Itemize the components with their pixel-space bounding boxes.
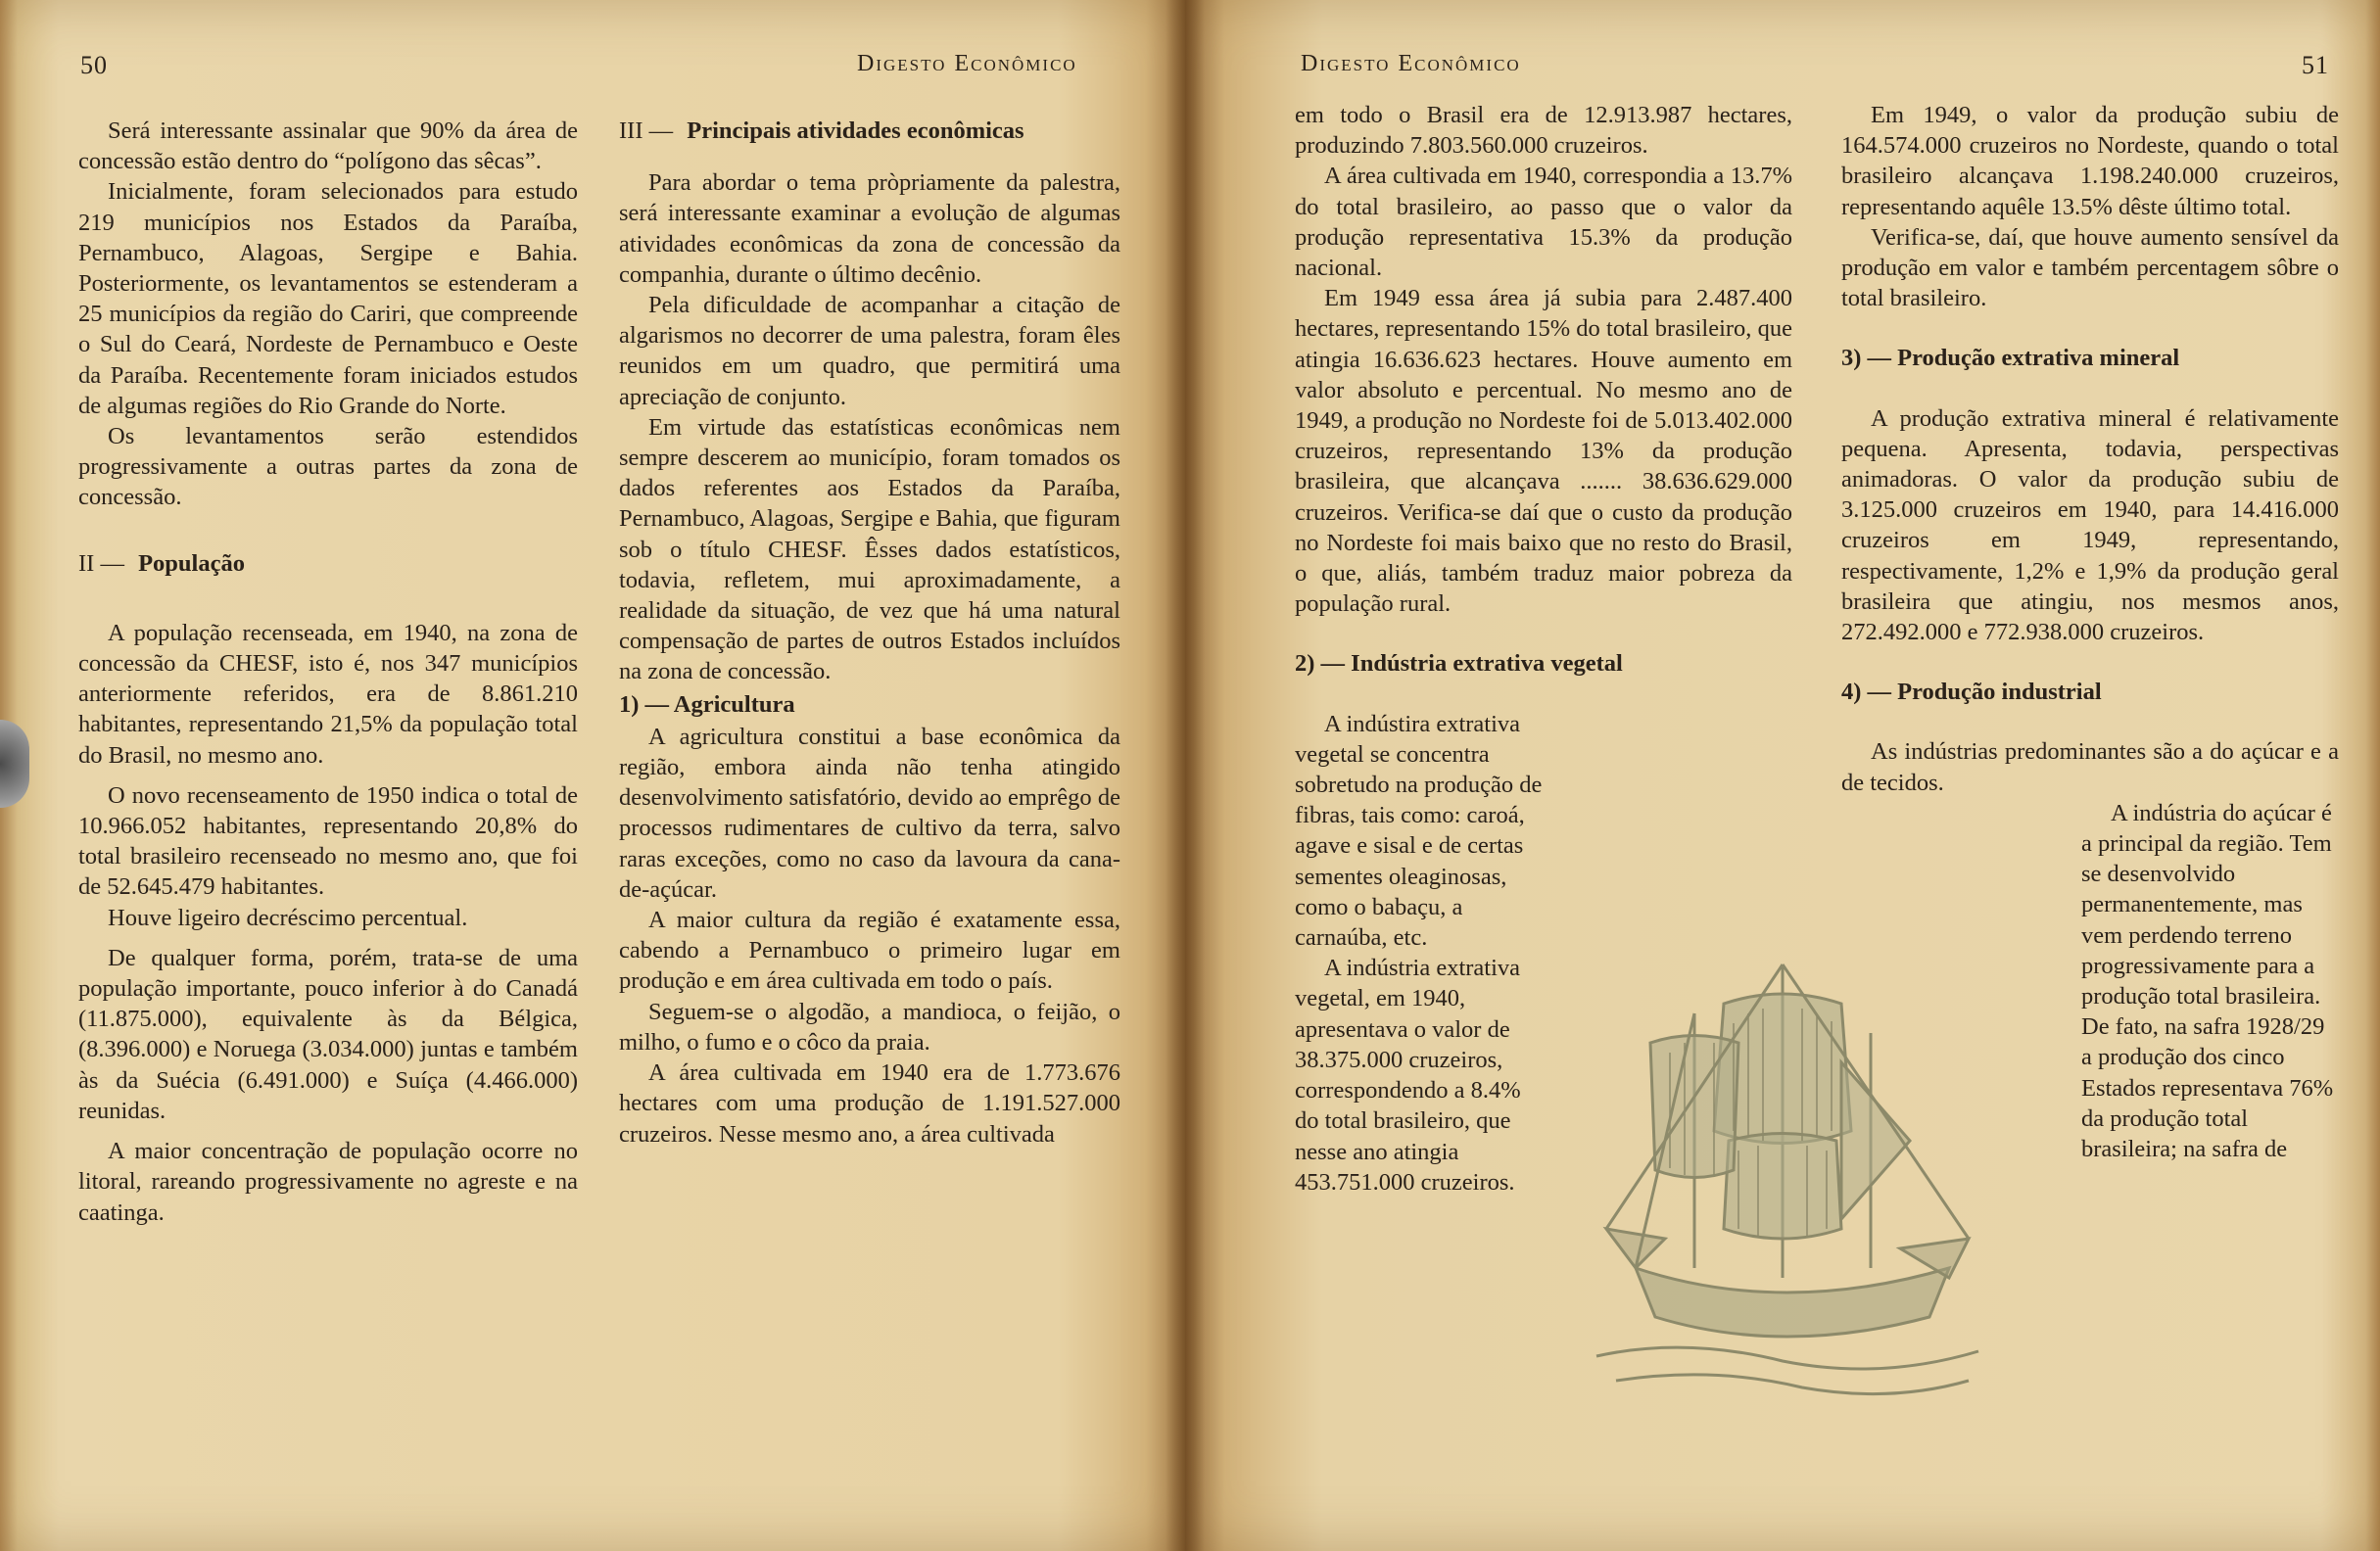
paragraph: A maior cultura da região é exatamente essa, cabendo a Pernambuco o primeiro lugar em produção e em área cultivada em todo o país.: [619, 907, 1120, 995]
subsection-heading: 3) — Produção extrativa mineral: [1841, 345, 2180, 372]
paragraph: Inicialmente, foram selecionados para estudo 219 municípios nos Estados da Paraíba, Pernambuco, Alagoas, Sergipe e Bahia. Posteriormente, os levantamentos se estenderam a 25 municípios da região do Cariri, que compreende o Sul do Ceará, Nordeste de Pernambuco e Oeste da Paraíba. Recentemente foram iniciados estudos de algumas regiões do Rio Grande do Norte.: [78, 178, 578, 419]
paragraph: A indústira extrativa vegetal se concentra sobretudo na produção de fibras, tais como: caroá, agave e sisal e de certas sementes oleaginosas, como o babaçu, a carnaúba, etc.: [1295, 710, 1543, 952]
paragraph: Os levantamentos serão estendidos progressivamente a outras partes da zona de concessão.: [78, 423, 578, 511]
paragraph: Em virtude das estatísticas econômicas nem sempre descerem ao município, foram tomados os dados referentes aos Estados da Paraíba, Pernambuco, Alagoas, Sergipe e Bahia, que figuram sob o título CHESF. Êsses dados estatísticos, todavia, refletem, mui aproximadamente, a realidade da situação, de vez que há uma natural compensação de partes de outros Estados incluídos na zona de concessão.: [619, 413, 1120, 685]
section-heading: [619, 116, 1120, 146]
page-number-right: 51: [2302, 51, 2329, 79]
paragraph: Pela dificuldade de acompanhar a citação de algarismos no decorrer de uma palestra, foram êles reunidos em um quadro, que permitirá uma apreciação de conjunto.: [619, 292, 1120, 410]
left-column-2: [619, 116, 1120, 1150]
subsection-heading: 1) — Agricultura: [619, 690, 795, 718]
section-heading: [78, 548, 578, 579]
section-title: Principais atividades econômicas: [687, 118, 1024, 144]
page-number-left: 50: [80, 51, 108, 79]
paragraph: Verifica-se, daí, que houve aumento sensível da produção em valor e também percentagem sôbre o total brasileiro.: [1841, 223, 2339, 312]
paragraph: A produção extrativa mineral é relativamente pequena. Apresenta, todavia, perspectivas animadoras. O valor da produção subiu de 3.125.000 cruzeiros em 1940, para 14.416.000 cruzeiros em 1949, representando, respectivamente, 1,2% e 1,9% da produção geral brasileira que atingiu, nos mesmos anos, 272.492.000 e 772.938.000 cruzeiros.: [1841, 404, 2339, 646]
running-head-right: Digesto Econômico: [1301, 51, 1521, 76]
subsection-heading: 4) — Produção industrial: [1841, 679, 2102, 706]
right-page: [1185, 0, 2380, 1551]
paragraph: A população recenseada, em 1940, na zona de concessão da CHESF, isto é, nos 347 municípios anteriormente referidos, era de 8.861.210 habitantes, representando 21,5% da população total do Brasil, no mesmo ano.: [78, 619, 578, 769]
paragraph: A indústria do açúcar é a principal da região. Tem se desenvolvido permanentemente, mas vem perdendo terreno progressivamente para a produção total brasileira. De fato, na safra 1928/29 a produção dos cinco Estados representava 76% da produção total brasileira; na safra de: [2081, 799, 2334, 1163]
section-number: III —: [619, 118, 674, 144]
paragraph: De qualquer forma, porém, trata-se de uma população importante, pouco inferior à do Canadá (11.875.000), equivalente às da Bélgica, (8.396.000) e Noruega (3.034.000) juntas e também às da Suécia (6.491.000) e Suíça (4.466.000) reunidas.: [78, 944, 578, 1124]
paragraph: A área cultivada em 1940, correspondia a 13.7% do total brasileiro, ao passo que o valor da produção representativa 15.3% da produção nacional.: [1295, 163, 1792, 282]
paragraph: Para abordar o tema pròpriamente da palestra, será interessante examinar a evolução de algumas atividades econômicas da zona de concessão da companhia, durante o último decênio.: [619, 169, 1120, 288]
book-gutter: [1166, 0, 1205, 1551]
left-page: [0, 0, 1185, 1551]
left-column-1: [78, 116, 578, 1228]
paragraph: Houve ligeiro decréscimo percentual.: [108, 904, 468, 931]
section-title: População: [138, 549, 245, 577]
text-wrap-column: [2081, 798, 2339, 1164]
paragraph: O novo recenseamento de 1950 indica o total de 10.966.052 habitantes, representando 20,8% do total brasileiro recenseado no mesmo ano, que foi de 52.645.479 habitantes.: [78, 781, 578, 901]
right-column-2: [1841, 100, 2339, 1164]
paragraph: A maior concentração de população ocorre no litoral, rareando progressivamente no agreste e na caatinga.: [78, 1138, 578, 1226]
paragraph: Será interessante assinalar que 90% da área de concessão estão dentro do “polígono das sêcas”.: [78, 118, 578, 175]
paragraph: Em 1949, o valor da produção subiu de 164.574.000 cruzeiros no Nordeste, quando o total brasileiro alcançava 1.198.240.000 cruzeiros, representando aquêle 13.5% dêste último total.: [1841, 102, 2339, 220]
paragraph: A agricultura constitui a base econômica da região, embora ainda não tenha atingido desenvolvimento satisfatório, devido ao emprêgo de processos rudimentares de cultivo da terra, salvo raras exceções, como no caso da lavoura da cana-de-açúcar.: [619, 723, 1120, 903]
section-number: II —: [78, 549, 124, 577]
text-wrap-column: [1295, 709, 1549, 1198]
paragraph: em todo o Brasil era de 12.913.987 hectares, produzindo 7.803.560.000 cruzeiros.: [1295, 102, 1792, 160]
subsection-heading: 2) — Indústria extrativa vegetal: [1295, 650, 1623, 678]
page-tab-marker: [0, 720, 29, 808]
paragraph: A indústria extrativa vegetal, em 1940, apresentava o valor de 38.375.000 cruzeiros, correspondendo a 8.4% do total brasileiro, que nesse ano atingia 453.751.000 cruzeiros.: [1295, 955, 1521, 1196]
paragraph: Seguem-se o algodão, a mandioca, o feijão, o milho, o fumo e o côco da praia.: [619, 998, 1120, 1056]
paragraph: Em 1949 essa área já subia para 2.487.400 hectares, representando 15% do total brasileiro, que atingia 16.636.623 hectares. Houve aumento em valor absoluto e percentual. No mesmo ano de 1949, a produção no Nordeste foi de 5.013.402.000 cruzeiros, representando 13% da produção brasileira, que alcançava ....... 38.636.629.000 cruzeiros. Verifica-se daí que o custo da produção no Nordeste foi mais baixo que no resto do Brasil, o que, aliás, também traduz maior pobreza da população rural.: [1295, 285, 1792, 618]
running-head-left: Digesto Econômico: [857, 51, 1077, 76]
paragraph: A área cultivada em 1940 era de 1.773.676 hectares com uma produção de 1.191.527.000 cruzeiros. Nesse mesmo ano, a área cultivada: [619, 1059, 1120, 1148]
paragraph: As indústrias predominantes são a do açúcar e a de tecidos.: [1841, 738, 2339, 796]
